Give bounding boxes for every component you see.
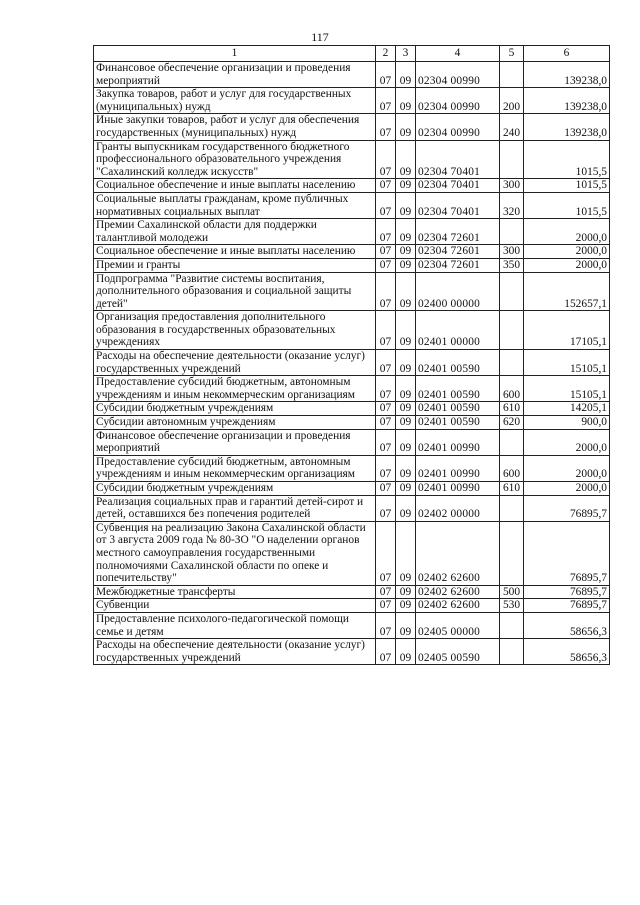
row-name: Социальное обеспечение и иные выплаты населению xyxy=(94,179,376,193)
table-row xyxy=(94,482,610,496)
row-amount: 152657,1 xyxy=(524,272,610,311)
row-expense-type: 610 xyxy=(500,402,524,416)
table-row xyxy=(94,402,610,416)
table-row xyxy=(94,258,610,272)
row-expense-type: 320 xyxy=(500,192,524,218)
row-subsection: 09 xyxy=(396,639,416,665)
row-section: 07 xyxy=(376,495,396,521)
row-name: Подпрограмма "Развитие системы воспитания, дополнительного образования и социальной защиты детей" xyxy=(94,272,376,311)
row-section: 07 xyxy=(376,350,396,376)
row-expense-type: 600 xyxy=(500,376,524,402)
table-row xyxy=(94,416,610,430)
row-name: Гранты выпускникам государственного бюджетного профессионального образовательного учреждения "Сахалинский колледж искусств" xyxy=(94,140,376,179)
row-expense-type: 530 xyxy=(500,599,524,613)
row-target-code: 02401 00000 xyxy=(416,311,500,350)
row-amount: 1015,5 xyxy=(524,192,610,218)
row-expense-type xyxy=(500,140,524,179)
row-target-code: 02304 00990 xyxy=(416,114,500,140)
row-target-code: 02304 72601 xyxy=(416,219,500,245)
header-subsection: 3 xyxy=(396,46,416,62)
row-expense-type xyxy=(500,495,524,521)
row-subsection: 09 xyxy=(396,585,416,599)
row-amount: 2000,0 xyxy=(524,219,610,245)
header-section: 2 xyxy=(376,46,396,62)
row-name: Финансовое обеспечение организации и проведения мероприятий xyxy=(94,62,376,88)
row-subsection: 09 xyxy=(396,376,416,402)
row-amount: 139238,0 xyxy=(524,114,610,140)
row-section: 07 xyxy=(376,429,396,455)
row-target-code: 02304 00990 xyxy=(416,62,500,88)
row-target-code: 02304 00990 xyxy=(416,88,500,114)
table-row xyxy=(94,311,610,350)
row-subsection: 09 xyxy=(396,140,416,179)
row-expense-type: 350 xyxy=(500,258,524,272)
row-target-code: 02400 00000 xyxy=(416,272,500,311)
row-amount: 76895,7 xyxy=(524,585,610,599)
row-target-code: 02402 00000 xyxy=(416,495,500,521)
table-row xyxy=(94,585,610,599)
header-amount: 6 xyxy=(524,46,610,62)
row-target-code: 02402 62600 xyxy=(416,585,500,599)
row-amount: 76895,7 xyxy=(524,495,610,521)
row-subsection: 09 xyxy=(396,311,416,350)
row-expense-type xyxy=(500,272,524,311)
row-expense-type: 620 xyxy=(500,416,524,430)
row-target-code: 02304 70401 xyxy=(416,192,500,218)
row-amount: 2000,0 xyxy=(524,482,610,496)
row-target-code: 02401 00990 xyxy=(416,455,500,481)
row-expense-type: 610 xyxy=(500,482,524,496)
row-expense-type xyxy=(500,612,524,638)
row-section: 07 xyxy=(376,585,396,599)
row-subsection: 09 xyxy=(396,612,416,638)
row-name: Расходы на обеспечение деятельности (оказание услуг) государственных учреждений xyxy=(94,350,376,376)
table-row xyxy=(94,639,610,665)
row-amount: 2000,0 xyxy=(524,258,610,272)
row-name: Социальное обеспечение и иные выплаты населению xyxy=(94,245,376,259)
table-row xyxy=(94,495,610,521)
row-subsection: 09 xyxy=(396,402,416,416)
row-amount: 17105,1 xyxy=(524,311,610,350)
row-section: 07 xyxy=(376,639,396,665)
row-section: 07 xyxy=(376,62,396,88)
row-target-code: 02304 72601 xyxy=(416,258,500,272)
row-subsection: 09 xyxy=(396,192,416,218)
row-name: Предоставление субсидий бюджетным, автономным учреждениям и иным некоммерческим организациям xyxy=(94,376,376,402)
row-target-code: 02401 00590 xyxy=(416,350,500,376)
row-amount: 139238,0 xyxy=(524,88,610,114)
header-target-code: 4 xyxy=(416,46,500,62)
row-subsection: 09 xyxy=(396,219,416,245)
row-name: Расходы на обеспечение деятельности (оказание услуг) государственных учреждений xyxy=(94,639,376,665)
table-row xyxy=(94,429,610,455)
row-subsection: 09 xyxy=(396,482,416,496)
row-section: 07 xyxy=(376,272,396,311)
budget-table xyxy=(93,45,610,665)
row-section: 07 xyxy=(376,179,396,193)
row-section: 07 xyxy=(376,482,396,496)
row-target-code: 02304 70401 xyxy=(416,140,500,179)
row-expense-type xyxy=(500,311,524,350)
row-subsection: 09 xyxy=(396,599,416,613)
row-section: 07 xyxy=(376,258,396,272)
row-target-code: 02304 70401 xyxy=(416,179,500,193)
row-expense-type xyxy=(500,521,524,585)
row-target-code: 02405 00000 xyxy=(416,612,500,638)
row-expense-type xyxy=(500,429,524,455)
row-subsection: 09 xyxy=(396,350,416,376)
row-name: Реализация социальных прав и гарантий детей-сирот и детей, оставшихся без попечения родителей xyxy=(94,495,376,521)
table-row xyxy=(94,599,610,613)
row-section: 07 xyxy=(376,140,396,179)
row-name: Субсидии автономным учреждениям xyxy=(94,416,376,430)
row-name: Организация предоставления дополнительного образования в государственных образовательных учреждениях xyxy=(94,311,376,350)
row-name: Премии и гранты xyxy=(94,258,376,272)
row-name: Социальные выплаты гражданам, кроме публичных нормативных социальных выплат xyxy=(94,192,376,218)
row-expense-type: 300 xyxy=(500,245,524,259)
row-subsection: 09 xyxy=(396,455,416,481)
row-amount: 76895,7 xyxy=(524,521,610,585)
row-section: 07 xyxy=(376,599,396,613)
row-section: 07 xyxy=(376,245,396,259)
table-row xyxy=(94,376,610,402)
row-section: 07 xyxy=(376,114,396,140)
row-section: 07 xyxy=(376,402,396,416)
row-target-code: 02402 62600 xyxy=(416,521,500,585)
table-row xyxy=(94,62,610,88)
row-expense-type: 240 xyxy=(500,114,524,140)
page-number: 117 xyxy=(311,30,329,44)
row-target-code: 02405 00590 xyxy=(416,639,500,665)
table-row xyxy=(94,612,610,638)
header-name: 1 xyxy=(94,46,376,62)
row-amount: 14205,1 xyxy=(524,402,610,416)
row-expense-type xyxy=(500,62,524,88)
table-row xyxy=(94,245,610,259)
row-name: Финансовое обеспечение организации и проведения мероприятий xyxy=(94,429,376,455)
table-row xyxy=(94,192,610,218)
row-expense-type: 300 xyxy=(500,179,524,193)
row-amount: 1015,5 xyxy=(524,140,610,179)
row-name: Субвенции xyxy=(94,599,376,613)
row-amount: 1015,5 xyxy=(524,179,610,193)
row-amount: 15105,1 xyxy=(524,350,610,376)
row-subsection: 09 xyxy=(396,114,416,140)
row-name: Иные закупки товаров, работ и услуг для обеспечения государственных (муниципальных) нужд xyxy=(94,114,376,140)
row-amount: 2000,0 xyxy=(524,245,610,259)
row-name: Субвенция на реализацию Закона Сахалинской области от 3 августа 2009 года № 80-ЗО "О наделении органов местного самоуправления государственными полномочиями Сахалинской области по опеке и попечительству" xyxy=(94,521,376,585)
row-subsection: 09 xyxy=(396,521,416,585)
row-name: Межбюджетные трансферты xyxy=(94,585,376,599)
row-subsection: 09 xyxy=(396,179,416,193)
row-section: 07 xyxy=(376,612,396,638)
table-row xyxy=(94,455,610,481)
header-expense-type: 5 xyxy=(500,46,524,62)
row-amount: 58656,3 xyxy=(524,639,610,665)
row-subsection: 09 xyxy=(396,88,416,114)
row-amount: 76895,7 xyxy=(524,599,610,613)
row-amount: 2000,0 xyxy=(524,455,610,481)
row-expense-type: 600 xyxy=(500,455,524,481)
table-row xyxy=(94,272,610,311)
row-section: 07 xyxy=(376,88,396,114)
row-subsection: 09 xyxy=(396,495,416,521)
row-amount: 2000,0 xyxy=(524,429,610,455)
row-amount: 15105,1 xyxy=(524,376,610,402)
table-row xyxy=(94,219,610,245)
row-subsection: 09 xyxy=(396,62,416,88)
row-section: 07 xyxy=(376,416,396,430)
row-section: 07 xyxy=(376,521,396,585)
table-row xyxy=(94,179,610,193)
table-row xyxy=(94,521,610,585)
row-target-code: 02304 72601 xyxy=(416,245,500,259)
table-row xyxy=(94,140,610,179)
row-section: 07 xyxy=(376,455,396,481)
row-name: Субсидии бюджетным учреждениям xyxy=(94,402,376,416)
table-header-row xyxy=(94,46,610,62)
row-target-code: 02401 00590 xyxy=(416,376,500,402)
table-row xyxy=(94,114,610,140)
row-amount: 139238,0 xyxy=(524,62,610,88)
row-target-code: 02401 00990 xyxy=(416,482,500,496)
row-name: Премии Сахалинской области для поддержки талантливой молодежи xyxy=(94,219,376,245)
row-name: Предоставление субсидий бюджетным, автономным учреждениям и иным некоммерческим организациям xyxy=(94,455,376,481)
row-name: Субсидии бюджетным учреждениям xyxy=(94,482,376,496)
row-expense-type: 200 xyxy=(500,88,524,114)
table-row xyxy=(94,350,610,376)
row-section: 07 xyxy=(376,311,396,350)
row-subsection: 09 xyxy=(396,272,416,311)
table-row xyxy=(94,88,610,114)
row-section: 07 xyxy=(376,219,396,245)
row-subsection: 09 xyxy=(396,416,416,430)
table-body xyxy=(94,62,610,665)
row-expense-type: 500 xyxy=(500,585,524,599)
row-amount: 900,0 xyxy=(524,416,610,430)
row-expense-type xyxy=(500,350,524,376)
row-target-code: 02402 62600 xyxy=(416,599,500,613)
row-expense-type xyxy=(500,219,524,245)
row-expense-type xyxy=(500,639,524,665)
row-target-code: 02401 00590 xyxy=(416,416,500,430)
row-target-code: 02401 00990 xyxy=(416,429,500,455)
row-subsection: 09 xyxy=(396,429,416,455)
row-section: 07 xyxy=(376,376,396,402)
row-section: 07 xyxy=(376,192,396,218)
row-name: Закупка товаров, работ и услуг для государственных (муниципальных) нужд xyxy=(94,88,376,114)
row-target-code: 02401 00590 xyxy=(416,402,500,416)
row-name: Предоставление психолого-педагогической помощи семье и детям xyxy=(94,612,376,638)
row-subsection: 09 xyxy=(396,258,416,272)
row-amount: 58656,3 xyxy=(524,612,610,638)
row-subsection: 09 xyxy=(396,245,416,259)
